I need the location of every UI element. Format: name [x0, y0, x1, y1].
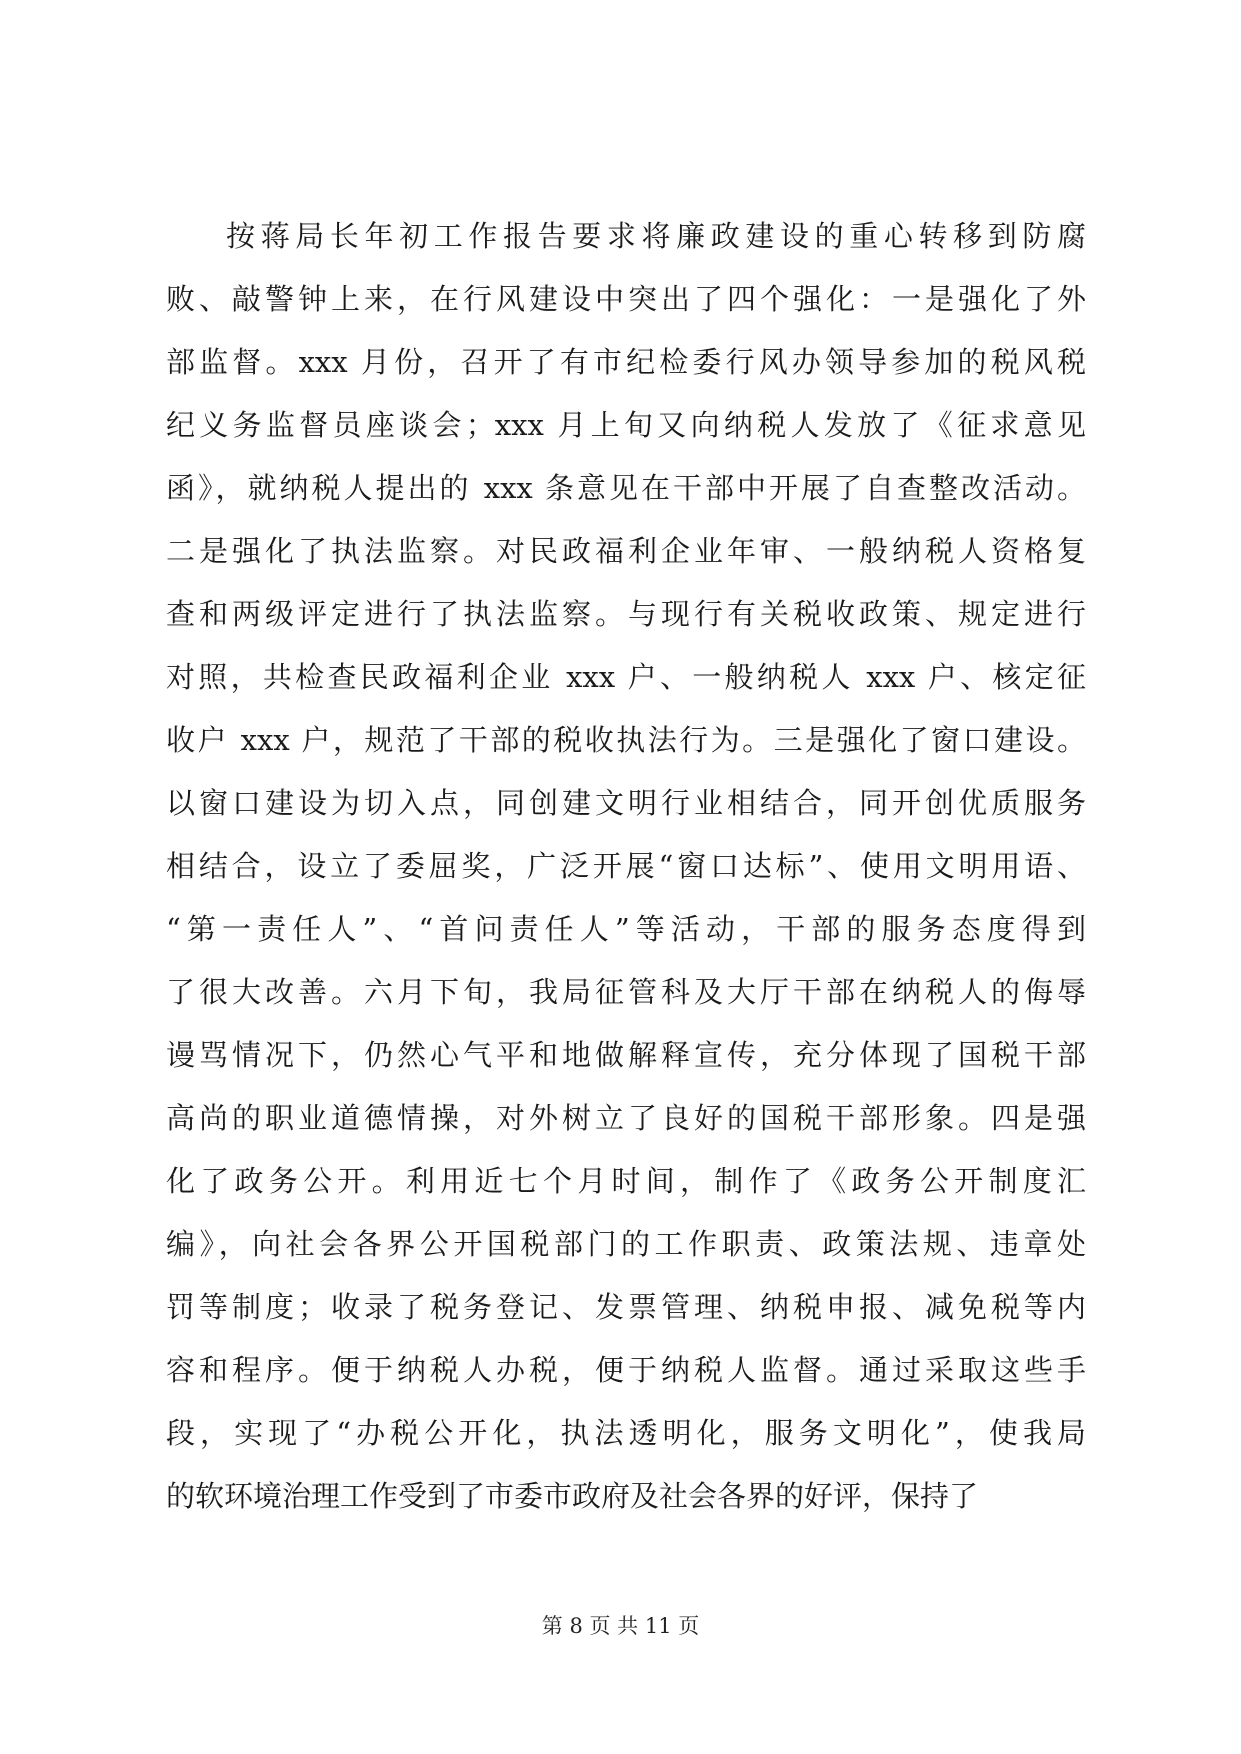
text-line: 以窗口建设为切入点，同创建文明行业相结合，同开创优质服务 — [166, 786, 1086, 820]
text-line: 纪义务监督员座谈会；xxx 月上旬又向纳税人发放了《征求意见 — [166, 408, 1086, 442]
text-line: 败、敲警钟上来，在行风建设中突出了四个强化：一是强化了外 — [166, 282, 1086, 316]
text-line: 化了政务公开。利用近七个月时间，制作了《政务公开制度汇 — [166, 1164, 1086, 1198]
text-line: 按蒋局长年初工作报告要求将廉政建设的重心转移到防腐 — [226, 219, 1086, 253]
text-line: 编》，向社会各界公开国税部门的工作职责、政策法规、违章处 — [166, 1227, 1086, 1261]
text-line: 对照，共检查民政福利企业 xxx 户、一般纳税人 xxx 户、核定征 — [166, 660, 1086, 694]
text-line: 了很大改善。六月下旬，我局征管科及大厅干部在纳税人的侮辱 — [166, 975, 1086, 1009]
text-line: 的软环境治理工作受到了市委市政府及社会各界的好评，保持了 — [166, 1479, 979, 1513]
text-line: 谩骂情况下，仍然心气平和地做解释宣传，充分体现了国税干部 — [166, 1038, 1086, 1072]
page-footer: 第 8 页 共 11 页 — [541, 1614, 700, 1638]
text-line: 函》，就纳税人提出的 xxx 条意见在干部中开展了自查整改活动。 — [166, 471, 1086, 505]
body-paragraph — [166, 205, 1086, 1528]
text-line: “第一责任人”、“首问责任人”等活动，干部的服务态度得到 — [166, 912, 1086, 946]
text-line: 罚等制度；收录了税务登记、发票管理、纳税申报、减免税等内 — [166, 1290, 1086, 1324]
text-line: 部监督。xxx 月份，召开了有市纪检委行风办领导参加的税风税 — [166, 345, 1086, 379]
text-line: 相结合，设立了委屈奖，广泛开展“窗口达标”、使用文明用语、 — [166, 849, 1086, 883]
text-line: 高尚的职业道德情操，对外树立了良好的国税干部形象。四是强 — [166, 1101, 1086, 1135]
text-line: 收户 xxx 户，规范了干部的税收执法行为。三是强化了窗口建设。 — [166, 723, 1086, 757]
text-line: 查和两级评定进行了执法监察。与现行有关税收政策、规定进行 — [166, 597, 1086, 631]
text-line: 二是强化了执法监察。对民政福利企业年审、一般纳税人资格复 — [166, 534, 1086, 568]
text-line: 容和程序。便于纳税人办税，便于纳税人监督。通过采取这些手 — [166, 1353, 1086, 1387]
text-line: 段，实现了“办税公开化，执法透明化，服务文明化”，使我局 — [166, 1416, 1086, 1450]
